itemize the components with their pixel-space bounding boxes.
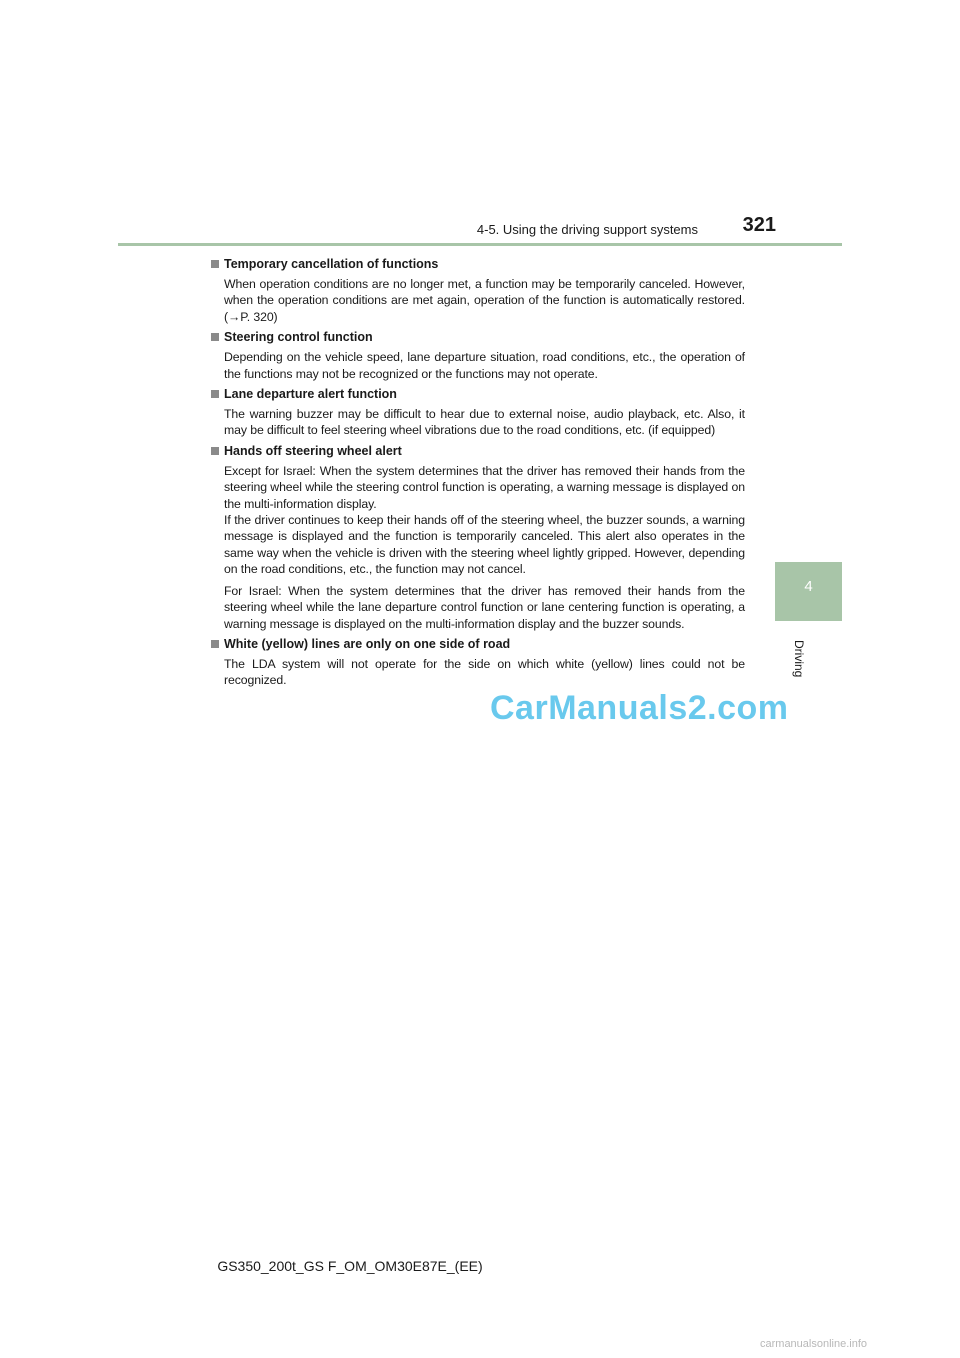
section-heading-text: Hands off steering wheel alert <box>224 443 402 458</box>
section-paragraph: When operation conditions are no longer met, a function may be temporarily canceled. However, when the operation conditions are met again, operation of the function is automatically restored. (→P. 320) <box>224 277 745 324</box>
square-bullet-icon <box>211 260 219 268</box>
watermark-logo: CarManuals2.com <box>490 689 789 727</box>
section-paragraph: The LDA system will not operate for the side on which white (yellow) lines could not be recognized. <box>224 656 745 688</box>
chapter-tab: 4 <box>775 562 842 621</box>
section-heading-text: White (yellow) lines are only on one side of road <box>224 636 511 651</box>
section-paragraph: The warning buzzer may be difficult to hear due to external noise, audio playback, etc. Also, it may be difficult to feel steering wheel vibrations due to the road conditions, etc. (if equipped) <box>224 407 745 438</box>
section-heading <box>209 386 745 403</box>
section-steering-control <box>209 329 745 382</box>
chapter-title: Driving <box>792 640 806 678</box>
section-paragraph: Depending on the vehicle speed, lane departure situation, road conditions, etc., the operation of the functions may not be recognized or the functions may not operate. <box>224 350 745 381</box>
section-heading-text: Temporary cancellation of functions <box>224 257 439 271</box>
site-credit: carmanualsonline.info <box>760 1338 868 1350</box>
section-paragraph: If the driver continues to keep their hands off of the steering wheel, the buzzer sounds, a warning message is displayed and the function is temporarily canceled. This alert also operates in the same way when the vehicle is driven with the steering wheel lightly gripped. However, depending on the road conditions, etc., the function may not cancel. <box>224 513 745 577</box>
header-rule <box>118 243 842 246</box>
square-bullet-icon <box>211 333 219 341</box>
section-heading <box>209 329 745 346</box>
section-heading <box>209 256 745 273</box>
page-header <box>118 214 842 246</box>
section-heading <box>209 636 745 653</box>
section-heading-text: Steering control function <box>224 330 373 345</box>
page-content <box>209 256 745 693</box>
section-heading-text: Lane departure alert function <box>224 387 397 402</box>
square-bullet-icon <box>211 390 219 398</box>
section-heading <box>209 443 745 460</box>
section-paragraph: Except for Israel: When the system determines that the driver has removed their hands from the steering wheel while the steering control function is operating, a warning message is displayed on the multi-information display. <box>224 463 745 511</box>
page-number: 321 <box>742 214 776 236</box>
section-hands-off-alert <box>209 443 745 632</box>
section-title: 4-5. Using the driving support systems <box>476 222 698 237</box>
square-bullet-icon <box>211 447 219 455</box>
section-temporary-cancellation <box>209 256 745 325</box>
section-white-yellow-lines <box>209 636 745 689</box>
square-bullet-icon <box>211 640 219 648</box>
section-lane-departure-alert <box>209 386 745 439</box>
document-code: GS350_200t_GS F_OM_OM30E87E_(EE) <box>217 1258 483 1274</box>
section-paragraph: For Israel: When the system determines that the driver has removed their hands from the steering wheel while the lane departure control function or lane centering function is operating, a warning message is displayed on the multi-information display and the buzzer sounds. <box>224 583 745 631</box>
